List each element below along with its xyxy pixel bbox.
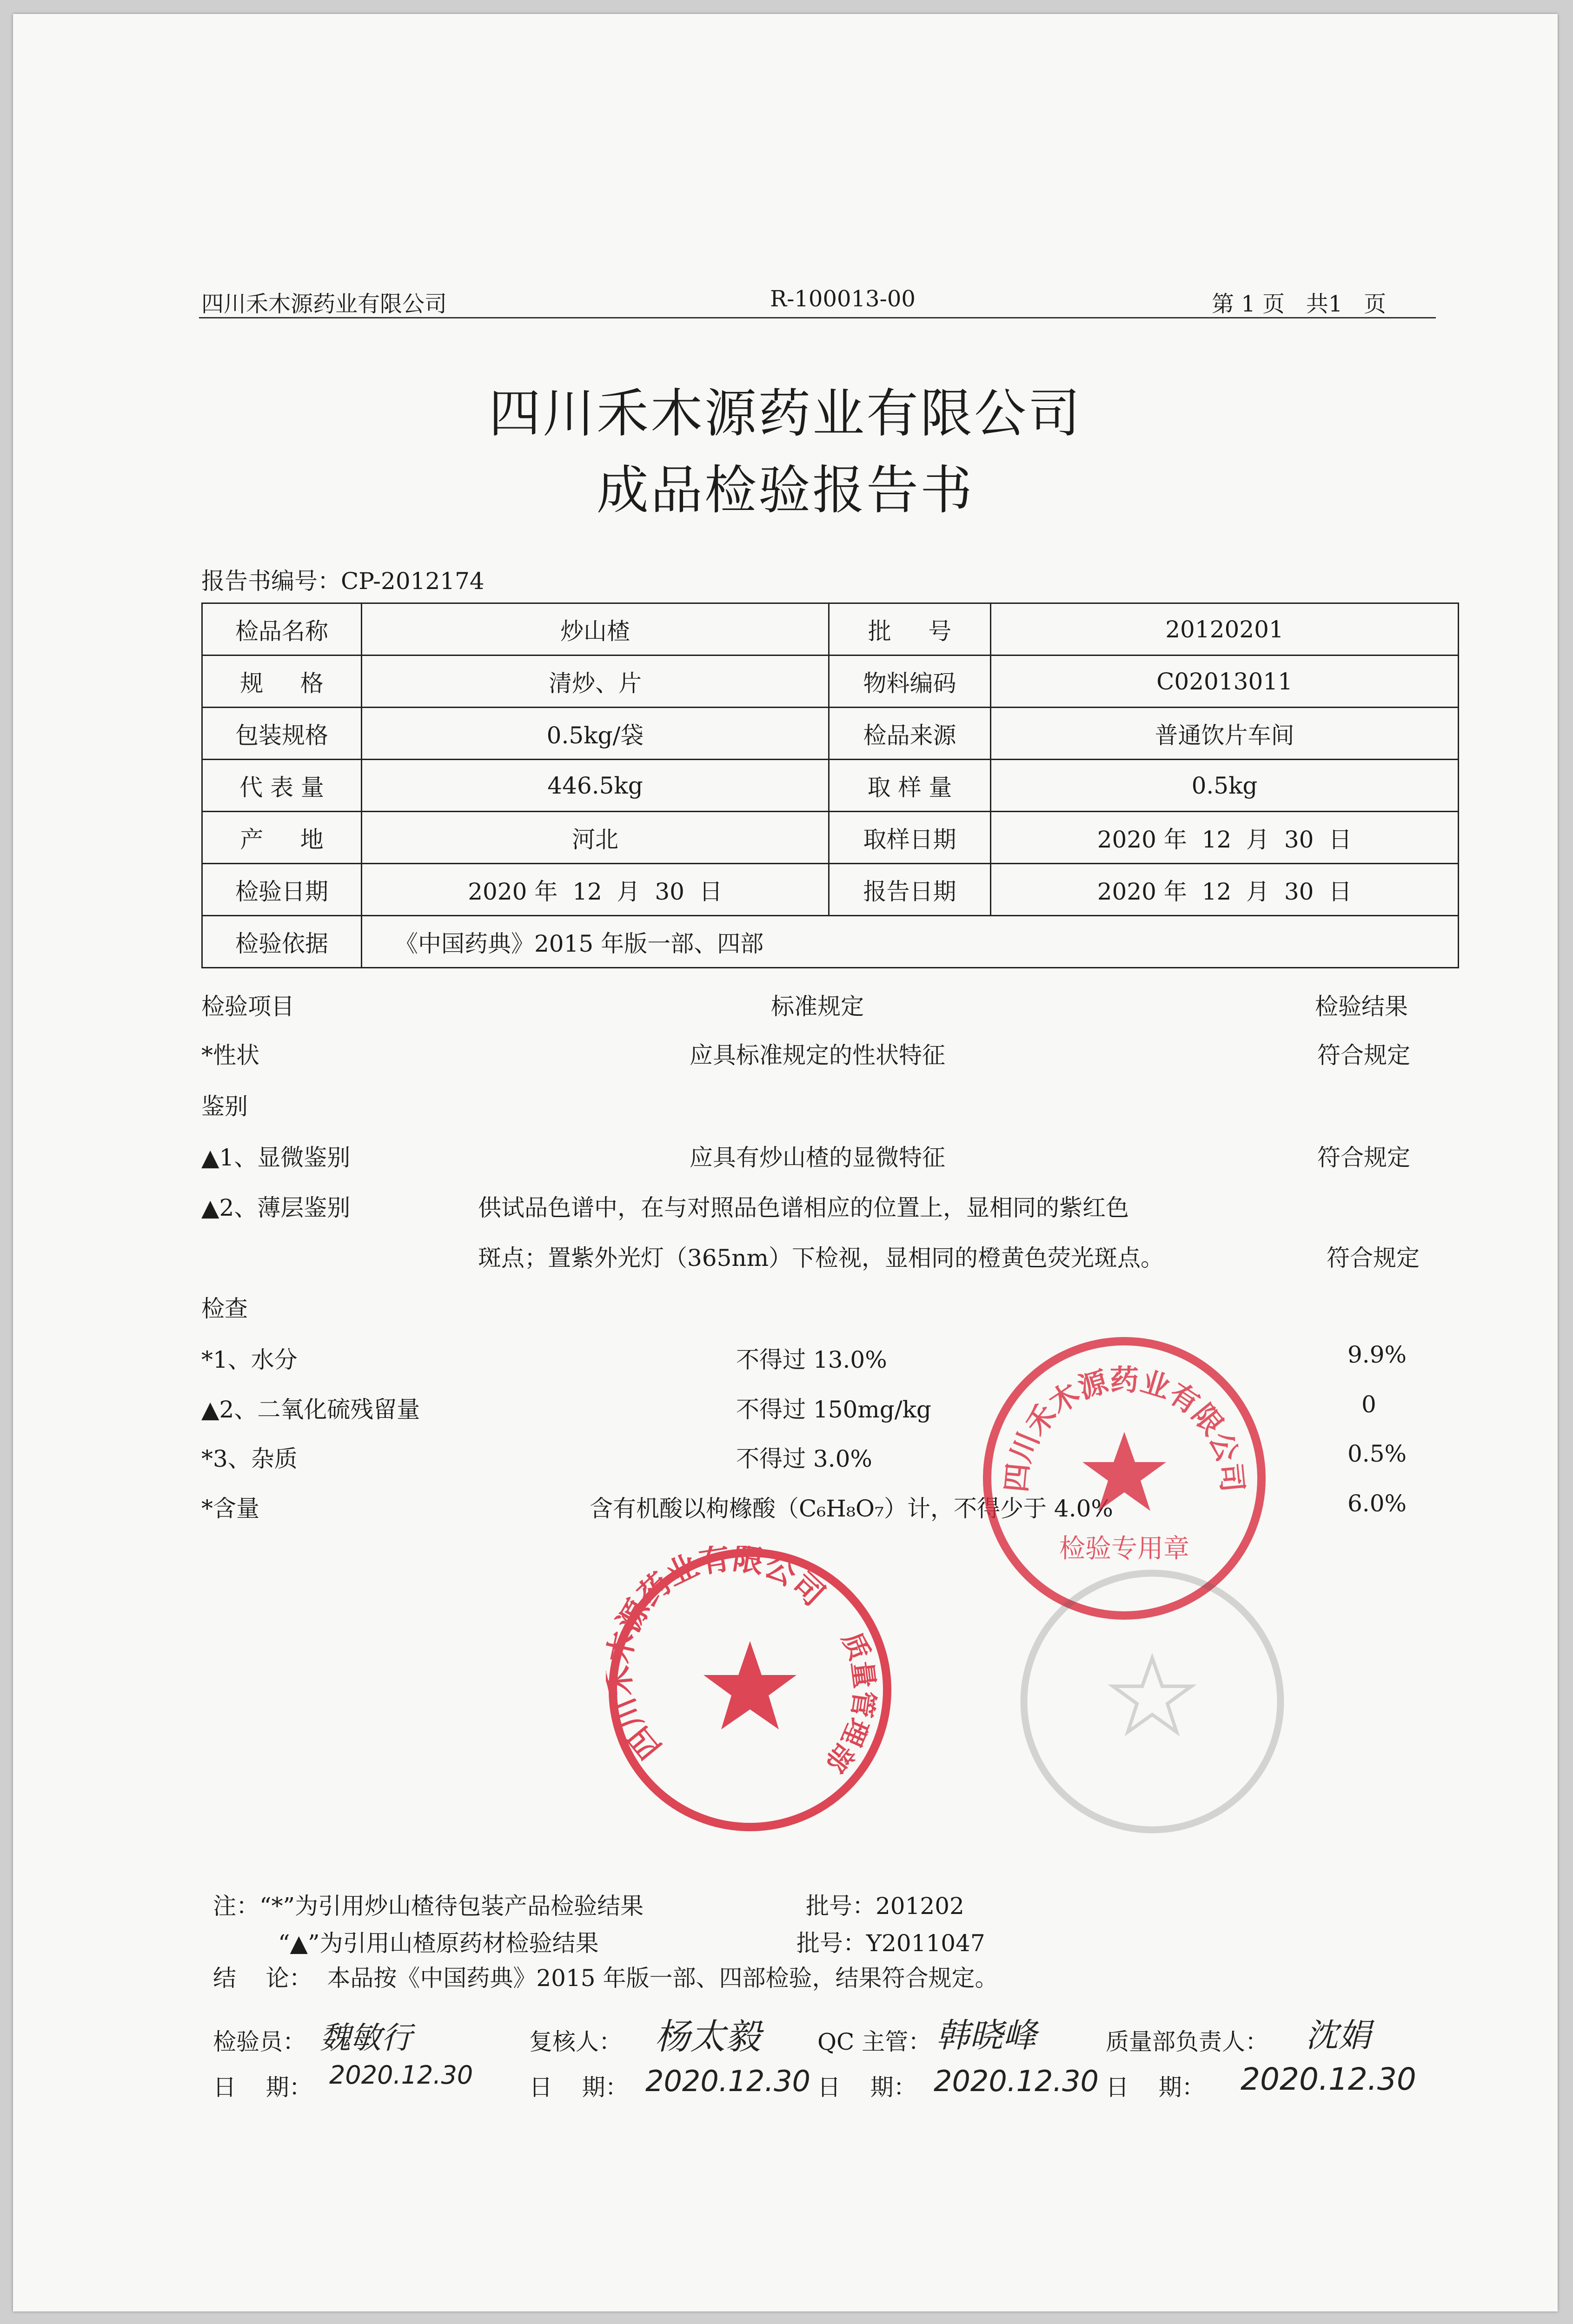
qc-date: 2020.12.30 <box>934 2064 1099 2098</box>
qa-label: 质量部负责人： <box>1106 2028 1268 2055</box>
section-heading: 检查 <box>201 1295 248 1322</box>
title-company: 四川禾木源药业有限公司 <box>489 384 1082 444</box>
info-value: 2020 年 12 月 30 日 <box>991 812 1459 864</box>
info-value: 2020 年 12 月 30 日 <box>991 864 1459 916</box>
info-value: 普通饮片车间 <box>991 708 1459 760</box>
inspector-date: 2020.12.30 <box>329 2060 473 2090</box>
info-label: 检品来源 <box>829 708 991 760</box>
info-value: 0.5kg/袋 <box>362 708 829 760</box>
note-line2: “▲”为引用山楂原药材检验结果 <box>278 1930 599 1957</box>
note-line2-batch: 批号：Y2011047 <box>796 1930 985 1957</box>
info-label: 检验日期 <box>202 864 362 916</box>
qa-date: 2020.12.30 <box>1241 2061 1416 2097</box>
svg-text:四川禾木源药业有限公司 <box>606 1546 832 1766</box>
qa-date-label: 日 期： <box>1106 2074 1205 2101</box>
info-value: 清炒、片 <box>362 655 829 708</box>
test-result: 符合规定 <box>1317 1144 1410 1171</box>
header-doc-code: R-100013-00 <box>770 286 916 312</box>
test-standard-line1: 供试品色谱中，在与对照品色谱相应的位置上，显相同的紫红色 <box>478 1194 1129 1221</box>
col-item-header: 检验项目 <box>201 993 294 1020</box>
test-item: ▲1、显微鉴别 <box>201 1144 351 1171</box>
test-standard: 不得过 3.0% <box>736 1445 872 1472</box>
info-label: 检品名称 <box>202 603 362 655</box>
test-result: 9.9% <box>1347 1341 1407 1368</box>
info-row-basis <box>202 916 1459 968</box>
test-item: ▲2、二氧化硫残留量 <box>201 1396 420 1423</box>
qa-signature: 沈娟 <box>1306 2016 1371 2054</box>
basis-value: 《中国药典》2015 年版一部、四部 <box>362 916 1459 968</box>
info-label: 批 号 <box>829 603 991 655</box>
test-item: *含量 <box>201 1495 259 1522</box>
reviewer-date: 2020.12.30 <box>645 2064 810 2098</box>
info-label: 报告日期 <box>829 864 991 916</box>
seal-sub-text: 检验专用章 <box>1059 1534 1189 1564</box>
info-row <box>202 708 1459 760</box>
info-label: 取 样 量 <box>829 760 991 812</box>
test-item: *性状 <box>201 1042 259 1069</box>
info-value: 20120201 <box>991 603 1459 655</box>
inspector-date-label: 日 期： <box>213 2074 312 2101</box>
test-result: 0 <box>1361 1391 1376 1418</box>
note-line1-batch: 批号：201202 <box>806 1893 964 1920</box>
test-standard: 不得过 150mg/kg <box>736 1396 931 1423</box>
info-value: 446.5kg <box>362 760 829 812</box>
info-label: 代 表 量 <box>202 760 362 812</box>
info-row <box>202 655 1459 708</box>
test-result: 0.5% <box>1347 1440 1407 1467</box>
note-line1: 注：“*”为引用炒山楂待包装产品检验结果 <box>213 1893 644 1920</box>
test-item: ▲2、薄层鉴别 <box>201 1194 351 1221</box>
info-label: 产 地 <box>202 812 362 864</box>
reviewer-signature: 杨太毅 <box>655 2016 761 2057</box>
info-value: C02013011 <box>991 655 1459 708</box>
inspector-label: 检验员： <box>213 2028 306 2055</box>
seal2-sub-text: 质量管理部 <box>819 1628 881 1778</box>
test-result: 6.0% <box>1347 1490 1407 1517</box>
header-rule <box>199 317 1436 318</box>
report-number: 报告书编号：CP-2012174 <box>201 568 485 595</box>
info-value: 炒山楂 <box>362 603 829 655</box>
info-table <box>201 603 1459 968</box>
section-heading: 鉴别 <box>201 1093 248 1120</box>
info-row <box>202 760 1459 812</box>
seal2-company-text: 四川 源药业有限公司 <box>606 1546 832 1766</box>
test-standard: 不得过 13.0% <box>736 1346 887 1373</box>
reviewer-label: 复核人： <box>529 2028 622 2055</box>
test-result: 符合规定 <box>1327 1245 1420 1271</box>
header-page-info: 第 1 页 共1 页 <box>1212 291 1387 317</box>
test-result: 符合规定 <box>1317 1042 1410 1069</box>
info-value: 0.5kg <box>991 760 1459 812</box>
info-label: 取样日期 <box>829 812 991 864</box>
info-value: 2020 年 12 月 30 日 <box>362 864 829 916</box>
info-row <box>202 603 1459 655</box>
test-standard: 应具有炒山楂的显微特征 <box>690 1144 945 1171</box>
info-label: 规 格 <box>202 655 362 708</box>
qc-date-label: 日 期： <box>817 2074 917 2101</box>
info-label: 包装规格 <box>202 708 362 760</box>
info-label: 物料编码 <box>829 655 991 708</box>
test-item: *3、杂质 <box>201 1445 298 1472</box>
title-report: 成品检验报告书 <box>597 460 974 521</box>
col-result-header: 检验结果 <box>1315 993 1408 1020</box>
inspector-signature: 魏敏行 <box>320 2020 412 2056</box>
seal-company-text: 四川禾木源药业有限公司 <box>999 1363 1250 1494</box>
info-value: 河北 <box>362 812 829 864</box>
report-page <box>13 14 1558 2311</box>
info-label: 检验依据 <box>202 916 362 968</box>
col-standard-header: 标准规定 <box>771 993 864 1020</box>
quality-dept-seal <box>606 1546 894 1834</box>
test-standard-line2: 斑点；置紫外光灯（365nm）下检视，显相同的橙黄色荧光斑点。 <box>478 1245 1164 1271</box>
qc-signature: 韩晓峰 <box>936 2016 1037 2055</box>
test-standard: 应具标准规定的性状特征 <box>690 1042 945 1069</box>
faded-seal <box>1017 1567 1287 1836</box>
info-row <box>202 864 1459 916</box>
header-company: 四川禾木源药业有限公司 <box>201 291 447 317</box>
conclusion: 结 论： 本品按《中国药典》2015 年版一部、四部检验，结果符合规定。 <box>213 1965 998 1992</box>
reviewer-date-label: 日 期： <box>529 2074 629 2101</box>
qc-label: QC 主管： <box>817 2028 932 2055</box>
info-row <box>202 812 1459 864</box>
test-standard: 含有机酸以枸橼酸（C₆H₈O₇）计，不得少于 4.0% <box>590 1495 1113 1522</box>
test-item: *1、水分 <box>201 1346 298 1373</box>
